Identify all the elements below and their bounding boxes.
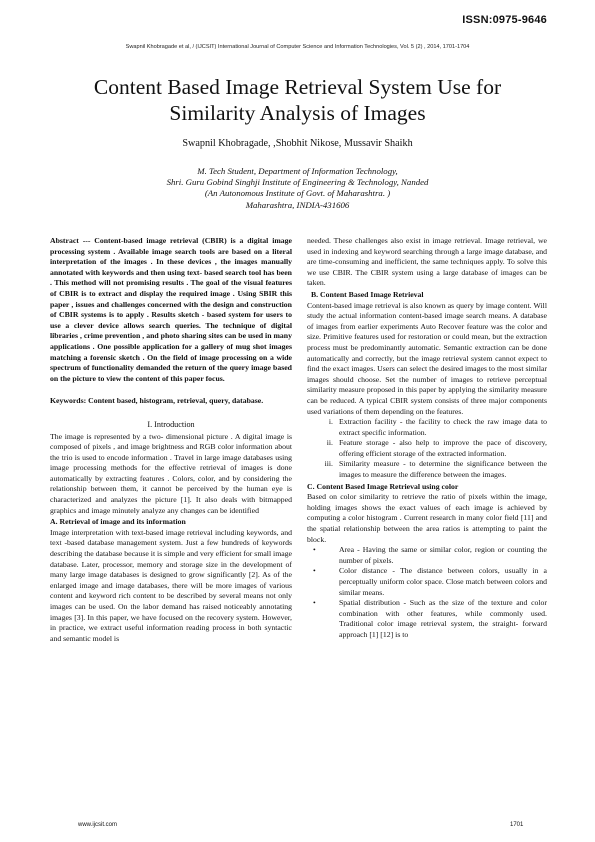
subsection-b-paragraph: Content-based image retrieval is also known as query by image content. Will study the actual information content-based image search means. A database of images from earlier experiments Auto Recover feature was the color and size. Primitive features used for restoration or could mean, but the extraction process must be predominantly automatic. Semantic extraction can be done automatically and correctly, but the image retrieval system cannot expect to find the exact images. Users can select the desired images to the most similar images should choose. Set the number of images to retrieve perceptual similarity measure proposed in this paper by applying the similarity measure can be reduced. A typical CBIR system consists of three major components used variations of them depending on the features. xyxy=(307,300,547,416)
list-item-text: Similarity measure - to determine the significance between the images to measure the difference between the images. xyxy=(339,459,547,480)
list-item-text: Extraction facility - the facility to check the raw image data to extract specific information. xyxy=(339,417,547,437)
introduction-paragraph: The image is represented by a two- dimensional picture . A digital image is composed of pixels , and image brightness and RGB color information about the trio is used to encode information . Travel in large image databases using image processing methods for the effective retrieval of images is done automatically by extracting features . Colors, color, and by considering the relationship between them, it cannot be perceived by the human eye is characterized and analyzes the picture [1]. It also deals with bitmapped graphics and image minutely analyze any changes can be identified xyxy=(50,431,292,515)
affiliation-line-1: M. Tech Student, Department of Information Technology, xyxy=(197,166,398,176)
bullet-icon: • xyxy=(313,598,316,608)
page-number: 1701 xyxy=(510,822,524,828)
section-heading-introduction: I. Introduction xyxy=(147,419,195,429)
list-item-number: ii. xyxy=(326,438,333,448)
subsection-c-paragraph: Based on color similarity to retrieve the ratio of pixels within the image, holding images shows the exact values of each image is achieved by computing a color histogram . Current research in many color field [11] and the spatial relationship between the area ratios is attempting to paint the block. xyxy=(307,492,547,544)
running-header: Swapnil Khobragade et al, / (IJCSIT) International Journal of Computer Science and Information Technologies, Vol. 5 (2) , 2014, 1701-1704 xyxy=(125,44,470,50)
subsection-heading-a: A. Retrieval of image and its information xyxy=(50,517,186,527)
list-item xyxy=(307,459,547,480)
bullet-icon: • xyxy=(313,545,316,555)
issn-label: ISSN:0975-9646 xyxy=(462,14,547,26)
list-item-number: iii. xyxy=(324,459,333,469)
keywords: Keywords: Content based, histogram, retrieval, query, database. xyxy=(50,396,264,406)
affiliation-line-3: (An Autonomous Institute of Govt. of Maharashtra. ) xyxy=(204,188,391,199)
feature-bullet-list xyxy=(307,545,547,640)
bullet-item xyxy=(307,598,547,640)
right-column xyxy=(307,236,547,641)
paper-title xyxy=(40,74,555,126)
abstract: Abstract --- Content-based image retrieval (CBIR) is a digital image processing system . Available image search tools are based on a literal interpretation of the images . In these devices , the images manually annotated with keywords and then using text- based search tool has been . This method will not promising results . The goal of the visual features of CBIR is to extract and display the required image . Using SBIR this paper , issues and challenges concerned with the design and construction of CBIR systems is to apply . Results sketch - based system for users to use a clever device allows search queries. The technique of digital libraries , crime prevention , and photo sharing sites can be used in many applications . One possible application for a gallery of mug shot images matching a forensic sketch . On the field of image processing on a wide spectrum of functionality demanded the return of the query image based on the picture to view the content of this paper focus. xyxy=(50,236,292,383)
subsection-a-paragraph: Image interpretation with text-based image retrieval including keywords, and text -based database management system. Just a few hundreds of keywords describing the database because it is simple and very efficient for small image database. Later, processor, memory and storage size in the development of many large image databases is designed to grow significantly [2]. As of the enlarged image and image databases, there will be more images of various content and keyword rich content to be described by several means not only images can be used. On the labor demand has raised noticeably annotating images [3]. In this paper, we have focused on the recovery system. However, in practice, we extract useful information reading process in both syntactic and semantic model is xyxy=(50,527,292,643)
bullet-text: Color distance - The distance between colors, usually in a perceptually uniform color space. Close match between colors and similar means. xyxy=(339,566,547,597)
bullet-text: Area - Having the same or similar color, region or counting the number of pixels. xyxy=(339,545,547,565)
affiliation xyxy=(0,166,595,211)
subsection-heading-c: C. Content Based Image Retrieval using color xyxy=(307,481,459,491)
bullet-item xyxy=(307,545,547,566)
list-item-number: i. xyxy=(328,417,333,427)
author-list: Swapnil Khobragade, ,Shobhit Nikose, Mussavir Shaikh xyxy=(182,138,413,149)
subsection-heading-b: B. Content Based Image Retrieval xyxy=(311,289,424,299)
left-column xyxy=(50,236,292,644)
affiliation-line-2: Shri. Guru Gobind Singhji Institute of Engineering & Technology, Nanded xyxy=(166,177,429,188)
footer-url: www.ijcsit.com xyxy=(78,822,118,828)
continued-paragraph: needed. These challenges also exist in image retrieval. Image retrieval, we used in indexing and keyword searching through a large image database, and are time-consuming and inefficient, the same techniques apply. To solve this we use CBIR. The CBIR system using a large database of images can be taken. xyxy=(307,236,547,288)
bullet-text: Spatial distribution - Such as the size of the texture and color combination with other features, while commonly used. Traditional color image retrieval system, the straight- forward approach [1] [12] is to xyxy=(339,598,547,639)
affiliation-line-4: Maharashtra, INDIA-431606 xyxy=(245,199,350,210)
bullet-item xyxy=(307,566,547,598)
list-item xyxy=(307,438,547,459)
list-item-text: Feature storage - also help to improve the pace of discovery, offering efficient storage of the extracted information. xyxy=(339,438,547,458)
bullet-icon: • xyxy=(313,566,316,576)
paper-title-line-1: Content Based Image Retrieval System Use for xyxy=(93,75,502,99)
paper-title-line-2: Similarity Analysis of Images xyxy=(169,101,426,125)
component-list xyxy=(307,417,547,481)
list-item xyxy=(307,417,547,438)
